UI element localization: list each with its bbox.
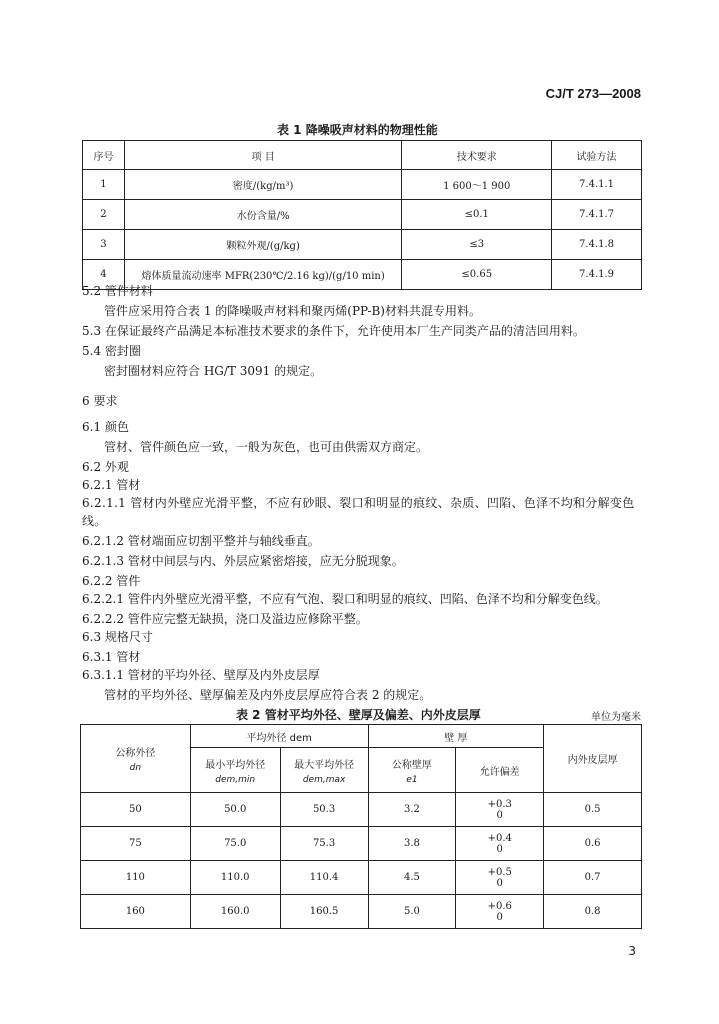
tolerance-plus: +0.4 [487,832,512,844]
table-cell: 110 [81,861,191,895]
table-cell [456,895,544,929]
table-cell: 0.5 [544,793,642,827]
table-row [83,170,642,200]
tolerance-minus: 0 [496,911,503,923]
header-min-mean-od: 最小平均外径 [205,759,266,771]
section-6-2-2-2: 6.2.2.2 管件应完整无缺损，浇口及溢边应修除平整。 [82,612,368,626]
table1-header-cell: 技术要求 [402,141,552,170]
table-cell: ≤0.1 [402,200,552,230]
table-cell: 7.4.1.9 [552,260,642,290]
table-cell: 0.8 [544,895,642,929]
tolerance-plus: +0.5 [487,866,512,878]
table-cell: 75 [81,827,191,861]
section-5-4-body: 密封圈材料应符合 HG/T 3091 的规定。 [104,364,323,378]
table2-header-cell [280,748,368,793]
table-row [81,827,642,861]
table-cell: ≤3 [402,230,552,260]
table1 [82,140,642,290]
table2-caption: 表 2 管材平均外径、壁厚及偏差、内外皮层厚 [236,708,481,722]
section-6-2-1-1: 6.2.1.1 管材内外壁应光滑平整，不应有砂眼、裂口和明显的痕纹、杂质、凹陷、色泽不均和分解变色线。 [82,496,635,528]
section-6-2-1-2: 6.2.1.2 管材端面应切割平整并与轴线垂直。 [82,534,320,548]
section-6-1-body: 管材、管件颜色应一致，一般为灰色，也可由供需双方商定。 [104,440,429,454]
section-6-2-1-3: 6.2.1.3 管材中间层与内、外层应紧密熔接，应无分脱现象。 [82,554,404,568]
table2-header-cell [190,748,280,793]
table-row [83,230,642,260]
tolerance-minus: 0 [496,877,503,889]
table-row [83,200,642,230]
header-nominal-od: 公称外径 [115,748,156,759]
section-6-2-1-title: 6.2.1 管材 [82,478,141,492]
table1-header-cell: 项 目 [124,141,402,170]
table-cell: 110.4 [280,861,368,895]
table-cell: 50 [81,793,191,827]
table-cell: 160.0 [190,895,280,929]
table2-header-cell [81,725,191,793]
table2-header-row [81,725,642,748]
table-cell: 3.8 [368,827,456,861]
section-6-title: 6 要求 [82,394,118,408]
table-cell: 1 [83,170,125,200]
header-mean-od: 平均外径 dem [190,725,368,748]
section-6-3-1-1-title: 6.3.1.1 管材的平均外径、壁厚及内外皮层厚 [82,668,320,682]
section-6-1-title: 6.1 颜色 [82,420,129,434]
section-5-2-body: 管件应采用符合表 1 的降噪吸声材料和聚丙烯(PP-B)材料共混专用料。 [104,304,481,318]
table-cell: 密度/(kg/m³) [124,170,402,200]
table1-header-cell: 序号 [83,141,125,170]
table-cell: 5.0 [368,895,456,929]
table-cell: 3.2 [368,793,456,827]
header-max-mean-od: 最大平均外径 [294,759,355,771]
table-cell: 0.6 [544,827,642,861]
section-6-2-2-1: 6.2.2.1 管件内外壁应光滑平整，不应有气泡、裂口和明显的痕纹、凹陷、色泽不均和分解变色线。 [82,592,608,606]
tolerance-plus: +0.3 [487,798,512,810]
header-max-mean-od-symbol: dem,max [302,774,346,785]
table-cell: 颗粒外观/(g/kg) [124,230,402,260]
table-cell: 75.3 [280,827,368,861]
table-cell: 1 600～1 900 [402,170,552,200]
section-5-2-title: 5.2 管件材料 [82,284,153,298]
table-cell: 110.0 [190,861,280,895]
header-skin-thickness: 内外皮层厚 [544,725,642,793]
section-6-2-title: 6.2 外观 [82,460,129,474]
header-tolerance: 允许偏差 [456,748,544,793]
table-cell: 熔体质量流动速率 MFR(230℃/2.16 kg)/(g/10 min) [124,260,402,290]
table-cell: 75.0 [190,827,280,861]
table2-header-cell [368,748,456,793]
table-row [81,895,642,929]
table-cell: 50.3 [280,793,368,827]
header-wall: 壁 厚 [368,725,544,748]
table-row [83,260,642,290]
page-number: 3 [628,944,636,958]
section-6-3-1-1-body: 管材的平均外径、壁厚偏差及内外皮层厚应符合表 2 的规定。 [104,688,432,702]
table-cell: 2 [83,200,125,230]
tolerance-plus: +0.6 [487,900,512,912]
table-cell [456,861,544,895]
standard-code: CJ/T 273—2008 [545,86,641,101]
section-6-3-1-title: 6.3.1 管材 [82,650,141,664]
table-row [81,793,642,827]
section-5-3: 5.3 在保证最终产品满足本标准技术要求的条件下，允许使用本厂生产同类产品的清洁回用料。 [82,324,585,338]
header-nominal-wall-symbol: e1 [406,774,418,785]
table1-header-row [83,141,642,170]
table-cell [456,793,544,827]
tolerance-minus: 0 [496,843,503,855]
table-cell [456,827,544,861]
header-min-mean-od-symbol: dem,min [215,774,256,785]
table-cell: 7.4.1.7 [552,200,642,230]
table-cell: 7.4.1.1 [552,170,642,200]
table2-unit: 单位为毫米 [591,712,641,723]
table1-header-cell: 试验方法 [552,141,642,170]
section-6-3-title: 6.3 规格尺寸 [82,630,153,644]
table-cell: 0.7 [544,861,642,895]
table-cell: 7.4.1.8 [552,230,642,260]
table-cell: 4 [83,260,125,290]
table-cell: 4.5 [368,861,456,895]
table-cell: 160 [81,895,191,929]
header-nominal-od-symbol: dn [129,763,142,773]
section-6-2-2-title: 6.2.2 管件 [82,574,141,588]
table-cell: 水份含量/% [124,200,402,230]
table2 [80,724,642,929]
section-5-4-title: 5.4 密封圈 [82,344,141,358]
table-cell: 50.0 [190,793,280,827]
header-nominal-wall: 公称壁厚 [391,759,432,771]
table1-caption: 表 1 降噪吸声材料的物理性能 [277,123,438,137]
table-cell: 160.5 [280,895,368,929]
table-cell: 3 [83,230,125,260]
table-row [81,861,642,895]
table-cell: ≤0.65 [402,260,552,290]
tolerance-minus: 0 [496,809,503,821]
